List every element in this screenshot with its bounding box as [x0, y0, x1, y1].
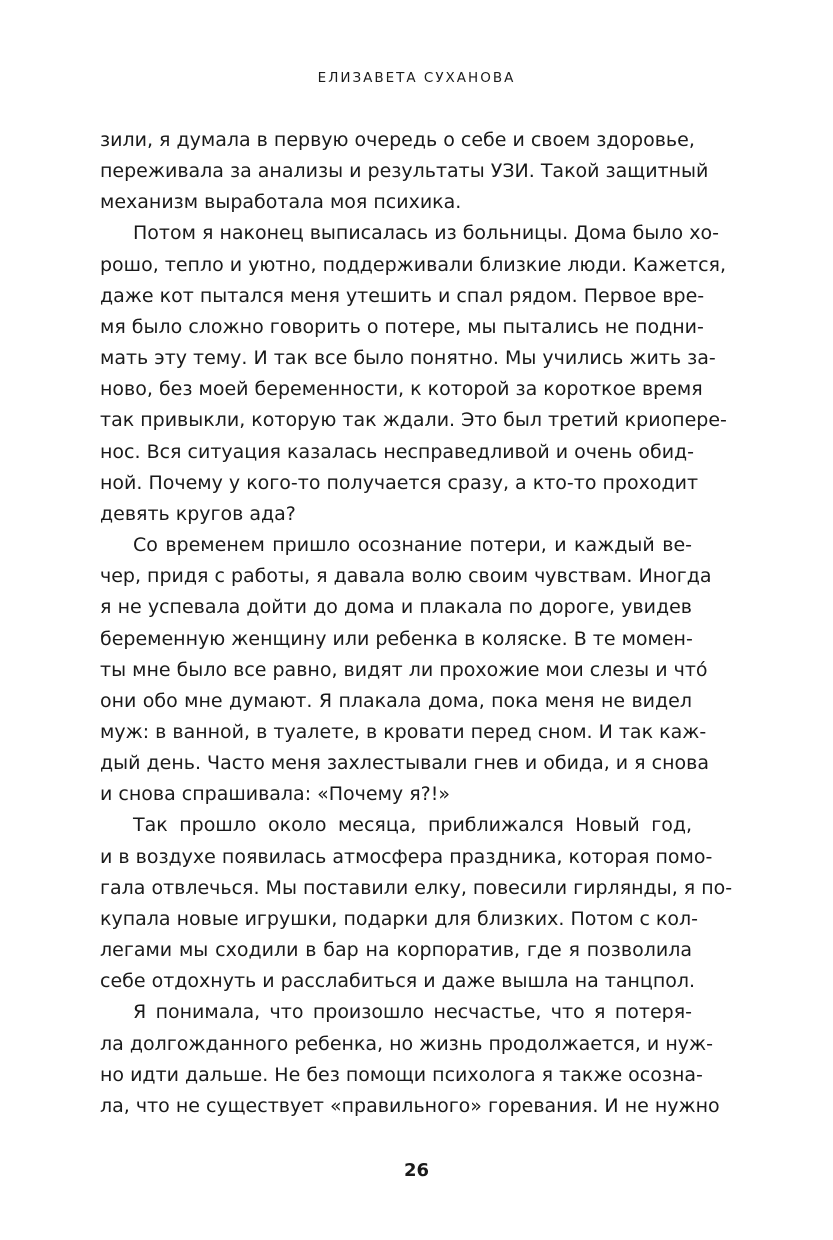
running-head: ЕЛИЗАВЕТА СУХАНОВА — [317, 70, 516, 86]
text-line: Так прошло около месяца, приближался Новый год, — [133, 814, 692, 837]
text-line: но идти дальше. Не без помощи психолога я также осозна- — [100, 1063, 703, 1086]
page-number: 26 — [403, 1160, 430, 1181]
text-line: чер, придя с работы, я давала волю своим чувствам. Иногда — [100, 565, 712, 588]
text-line: и снова спрашивала: «Почему я?!» — [100, 783, 450, 806]
text-line: Потом я наконец выписалась из больницы. Дома было хо- — [133, 222, 719, 245]
text-line: дый день. Часто меня захлестывали гнев и обида, и я снова — [100, 752, 709, 775]
text-line: рошо, тепло и уютно, поддерживали близкие люди. Кажется, — [100, 253, 726, 276]
text-line: они обо мне думают. Я плакала дома, пока меня не видел — [100, 689, 692, 712]
text-line: муж: в ванной, в туалете, в кровати перед сном. И так каж- — [100, 720, 707, 743]
text-line: механизм выработала моя психика. — [100, 191, 462, 214]
text-line: гала отвлечься. Мы поставили елку, повесили гирлянды, я по- — [100, 876, 733, 899]
text-line: мать эту тему. И так все было понятно. Мы учились жить за- — [100, 347, 716, 370]
text-line: мя было сложно говорить о потере, мы пытались не подни- — [100, 315, 704, 338]
text-line: я не успевала дойти до дома и плакала по дороге, увидев — [100, 596, 692, 619]
text-line: ново, без моей беременности, к которой за короткое время — [100, 378, 703, 401]
body-text — [100, 125, 733, 1122]
text-line: ла долгожданного ребенка, но жизнь продолжается, и нуж- — [100, 1032, 713, 1055]
text-line: легами мы сходили в бар на корпоратив, где я позволила — [100, 939, 692, 962]
text-line: переживала за анализы и результаты УЗИ. Такой защитный — [100, 160, 709, 183]
text-line: так привыкли, которую так ждали. Это был третий криопере- — [100, 409, 727, 432]
text-line: зили, я думала в первую очередь о себе и своем здоровье, — [100, 129, 695, 151]
text-line: ты мне было все равно, видят ли прохожие мои слезы и что́ — [100, 658, 708, 681]
text-line: девять кругов ада? — [100, 502, 296, 525]
text-line: даже кот пытался меня утешить и спал рядом. Первое вре- — [100, 284, 705, 307]
text-line: купала новые игрушки, подарки для близких. Потом с кол- — [100, 907, 699, 930]
text-line: нос. Вся ситуация казалась несправедливой и очень обид- — [100, 440, 695, 463]
text-line: ла, что не существует «правильного» горевания. И не нужно — [100, 1094, 720, 1117]
text-line: Со временем пришло осознание потери, и каждый ве- — [133, 534, 692, 557]
text-line: себе отдохнуть и расслабиться и даже вышла на танцпол. — [100, 970, 696, 993]
text-line: беременную женщину или ребенка в коляске. В те момен- — [100, 627, 693, 650]
text-line: Я понимала, что произошло несчастье, что я потеря- — [133, 1001, 692, 1024]
text-line: ной. Почему у кого-то получается сразу, а кто-то проходит — [100, 471, 699, 494]
text-line: и в воздухе появилась атмосфера праздника, которая помо- — [100, 845, 713, 868]
